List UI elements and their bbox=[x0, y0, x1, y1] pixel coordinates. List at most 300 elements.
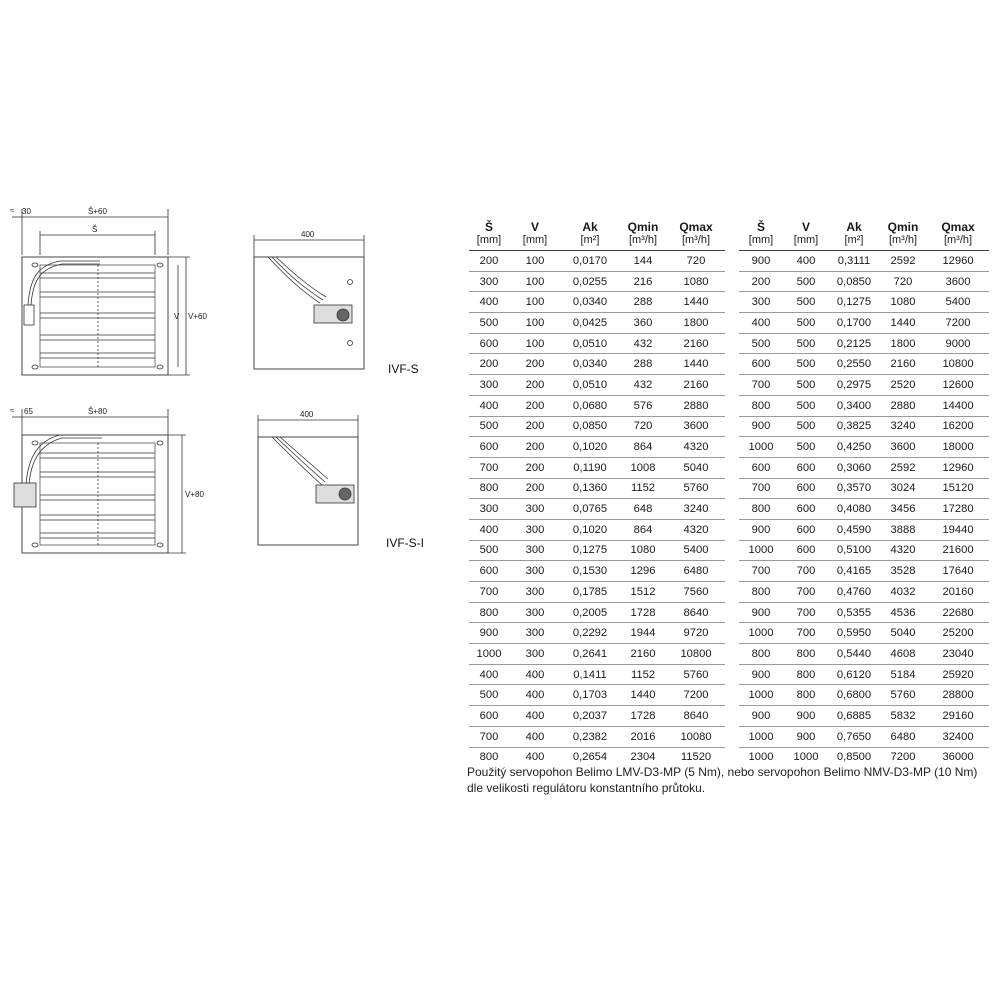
table-cell: 5184 bbox=[879, 664, 927, 685]
table-row bbox=[739, 271, 989, 292]
table-cell: 900 bbox=[783, 726, 829, 747]
table-row bbox=[739, 706, 989, 727]
header-v: V bbox=[530, 220, 539, 234]
table-row bbox=[739, 292, 989, 313]
dim-400-bottom: 400 bbox=[300, 410, 314, 419]
table-cell: 900 bbox=[469, 623, 509, 644]
table-cell: 4536 bbox=[879, 602, 927, 623]
unit-row bbox=[739, 234, 989, 251]
table-cell: 3600 bbox=[927, 271, 989, 292]
table-cell: 10800 bbox=[667, 644, 725, 665]
table-cell: 288 bbox=[619, 354, 667, 375]
table-cell: 14400 bbox=[927, 395, 989, 416]
table-cell: 0,1020 bbox=[561, 519, 619, 540]
table-cell: 2016 bbox=[619, 726, 667, 747]
table-cell: 5760 bbox=[879, 685, 927, 706]
unit-v: [mm] bbox=[522, 234, 548, 246]
table-cell: 2160 bbox=[879, 354, 927, 375]
table-cell: 7200 bbox=[879, 747, 927, 767]
table-cell: 0,5100 bbox=[829, 540, 879, 561]
table-cell: 0,7650 bbox=[829, 726, 879, 747]
table-cell: 0,0255 bbox=[561, 271, 619, 292]
table-cell: 0,1703 bbox=[561, 685, 619, 706]
table-cell: 800 bbox=[783, 664, 829, 685]
table-cell: 2880 bbox=[667, 395, 725, 416]
table-cell: 600 bbox=[783, 478, 829, 499]
table-row bbox=[469, 540, 725, 561]
table-row bbox=[739, 478, 989, 499]
table-cell: 288 bbox=[619, 292, 667, 313]
table-cell: 200 bbox=[509, 416, 561, 437]
table-cell: 720 bbox=[879, 271, 927, 292]
table-cell: 400 bbox=[509, 664, 561, 685]
table-cell: 5760 bbox=[667, 664, 725, 685]
table-cell: 600 bbox=[783, 540, 829, 561]
table-cell: 6480 bbox=[667, 561, 725, 582]
table-cell: 500 bbox=[783, 416, 829, 437]
table-cell: 0,0765 bbox=[561, 499, 619, 520]
table-cell: 648 bbox=[619, 499, 667, 520]
table-cell: 200 bbox=[509, 437, 561, 458]
table-cell: 900 bbox=[783, 706, 829, 727]
label-ivf-s: IVF-S bbox=[388, 362, 419, 376]
table-cell: 5400 bbox=[927, 292, 989, 313]
table-cell: 3240 bbox=[667, 499, 725, 520]
table-cell: 1296 bbox=[619, 561, 667, 582]
header-s: Š bbox=[756, 220, 765, 234]
header-s: Š bbox=[484, 220, 493, 234]
unit-qmin: [m³/h] bbox=[628, 234, 658, 246]
actuator-note bbox=[467, 764, 997, 796]
table-cell: 200 bbox=[509, 457, 561, 478]
table-row bbox=[469, 271, 725, 292]
table-cell: 0,3060 bbox=[829, 457, 879, 478]
table-cell: 864 bbox=[619, 437, 667, 458]
table-cell: 1080 bbox=[619, 540, 667, 561]
table-row bbox=[739, 685, 989, 706]
table-cell: 0,2292 bbox=[561, 623, 619, 644]
table-cell: 1728 bbox=[619, 706, 667, 727]
table-row bbox=[739, 519, 989, 540]
table-body-right bbox=[739, 251, 989, 768]
table-cell: 1512 bbox=[619, 582, 667, 603]
table-cell: 600 bbox=[469, 561, 509, 582]
unit-qmax: [m³/h] bbox=[681, 234, 711, 246]
table-cell: 700 bbox=[739, 478, 783, 499]
table-cell: 8640 bbox=[667, 602, 725, 623]
table-cell: 500 bbox=[783, 375, 829, 396]
table-cell: 1944 bbox=[619, 623, 667, 644]
table-cell: 0,2550 bbox=[829, 354, 879, 375]
table-cell: 100 bbox=[509, 333, 561, 354]
table-cell: 500 bbox=[783, 437, 829, 458]
table-cell: 300 bbox=[469, 271, 509, 292]
table-cell: 10080 bbox=[667, 726, 725, 747]
dim-v: V bbox=[174, 312, 180, 321]
ivf-s-front-view bbox=[12, 209, 190, 375]
unit-row bbox=[469, 234, 725, 251]
table-cell: 3600 bbox=[879, 437, 927, 458]
table-cell: 25200 bbox=[927, 623, 989, 644]
table-cell: 864 bbox=[619, 519, 667, 540]
table-row bbox=[739, 457, 989, 478]
table-cell: 25920 bbox=[927, 664, 989, 685]
table-cell: 100 bbox=[509, 251, 561, 272]
table-cell: 300 bbox=[739, 292, 783, 313]
table-cell: 0,0340 bbox=[561, 354, 619, 375]
table-cell: 0,1190 bbox=[561, 457, 619, 478]
table-row bbox=[739, 664, 989, 685]
table-cell: 1440 bbox=[667, 354, 725, 375]
table-cell: 16200 bbox=[927, 416, 989, 437]
table-cell: 0,4250 bbox=[829, 437, 879, 458]
table-cell: 21600 bbox=[927, 540, 989, 561]
table-cell: 0,2037 bbox=[561, 706, 619, 727]
table-cell: 300 bbox=[509, 540, 561, 561]
table-cell: 1728 bbox=[619, 602, 667, 623]
table-cell: 400 bbox=[509, 726, 561, 747]
table-row bbox=[739, 395, 989, 416]
dim-400-top: 400 bbox=[301, 230, 315, 239]
table-row bbox=[469, 478, 725, 499]
table-cell: 4320 bbox=[667, 437, 725, 458]
table-cell: 360 bbox=[619, 313, 667, 334]
table-cell: 700 bbox=[469, 457, 509, 478]
table-cell: 0,2005 bbox=[561, 602, 619, 623]
table-row bbox=[739, 375, 989, 396]
table-cell: 20160 bbox=[927, 582, 989, 603]
table-row bbox=[469, 437, 725, 458]
header-qmax: Qmax bbox=[941, 220, 975, 234]
table-row bbox=[469, 602, 725, 623]
table-cell: 0,6885 bbox=[829, 706, 879, 727]
header-row bbox=[469, 214, 725, 234]
table-row bbox=[739, 623, 989, 644]
table-cell: 500 bbox=[783, 354, 829, 375]
table-cell: 22680 bbox=[927, 602, 989, 623]
table-cell: 9720 bbox=[667, 623, 725, 644]
header-row bbox=[739, 214, 989, 234]
table-cell: 400 bbox=[469, 395, 509, 416]
table-cell: 0,4590 bbox=[829, 519, 879, 540]
table-cell: 2880 bbox=[879, 395, 927, 416]
table-cell: 900 bbox=[739, 664, 783, 685]
table-cell: 0,1275 bbox=[829, 292, 879, 313]
table-cell: 32400 bbox=[927, 726, 989, 747]
table-cell: 0,3825 bbox=[829, 416, 879, 437]
table-cell: 700 bbox=[739, 561, 783, 582]
table-cell: 300 bbox=[509, 623, 561, 644]
table-cell: 900 bbox=[739, 519, 783, 540]
table-cell: 700 bbox=[783, 602, 829, 623]
table-cell: 800 bbox=[739, 644, 783, 665]
table-cell: 500 bbox=[469, 313, 509, 334]
table-cell: 600 bbox=[783, 499, 829, 520]
table-cell: 4320 bbox=[879, 540, 927, 561]
table-cell: 200 bbox=[739, 271, 783, 292]
table-cell: 800 bbox=[739, 499, 783, 520]
table-cell: 200 bbox=[509, 395, 561, 416]
table-cell: 900 bbox=[739, 416, 783, 437]
table-cell: 2160 bbox=[619, 644, 667, 665]
table-cell: 900 bbox=[739, 602, 783, 623]
note-line-1: Použitý servopohon Belimo LMV-D3-MP (5 Nm), nebo servopohon Belimo NMV-D3-MP (10 Nm) bbox=[467, 765, 978, 779]
table-cell: 0,0510 bbox=[561, 333, 619, 354]
table-cell: 800 bbox=[783, 685, 829, 706]
table-cell: 600 bbox=[739, 457, 783, 478]
table-cell: 0,6120 bbox=[829, 664, 879, 685]
table-cell: 700 bbox=[469, 726, 509, 747]
unit-s: [mm] bbox=[748, 234, 774, 246]
table-row bbox=[469, 375, 725, 396]
table-cell: 1000 bbox=[739, 437, 783, 458]
table-cell: 1152 bbox=[619, 664, 667, 685]
dim-v80: V+80 bbox=[185, 490, 204, 499]
dim-s60: Š+60 bbox=[88, 207, 107, 216]
table-cell: 3240 bbox=[879, 416, 927, 437]
table-row bbox=[469, 664, 725, 685]
table-cell: 500 bbox=[783, 271, 829, 292]
table-cell: 18000 bbox=[927, 437, 989, 458]
table-cell: 700 bbox=[783, 582, 829, 603]
table-cell: 0,1020 bbox=[561, 437, 619, 458]
table-cell: 576 bbox=[619, 395, 667, 416]
table-cell: 400 bbox=[509, 747, 561, 767]
table-cell: 3888 bbox=[879, 519, 927, 540]
table-cell: 4608 bbox=[879, 644, 927, 665]
dim-s80: Š+80 bbox=[88, 407, 107, 416]
note-line-2: dle velikosti regulátoru konstantního průtoku. bbox=[467, 781, 706, 795]
table-cell: 300 bbox=[509, 561, 561, 582]
table-cell: 100 bbox=[509, 271, 561, 292]
table-row bbox=[469, 251, 725, 272]
table-cell: 900 bbox=[739, 251, 783, 272]
table-cell: 0,5440 bbox=[829, 644, 879, 665]
table-cell: 800 bbox=[739, 395, 783, 416]
table-cell: 11520 bbox=[667, 747, 725, 767]
table-body-left bbox=[469, 251, 725, 768]
table-cell: 7200 bbox=[927, 313, 989, 334]
table-row bbox=[469, 457, 725, 478]
table-cell: 500 bbox=[739, 333, 783, 354]
table-cell: 300 bbox=[509, 499, 561, 520]
table-cell: 700 bbox=[469, 582, 509, 603]
unit-s: [mm] bbox=[476, 234, 502, 246]
table-row bbox=[469, 313, 725, 334]
unit-v: [mm] bbox=[793, 234, 819, 246]
table-cell: 5760 bbox=[667, 478, 725, 499]
table-row bbox=[739, 602, 989, 623]
table-row bbox=[469, 582, 725, 603]
table-cell: 12960 bbox=[927, 457, 989, 478]
table-cell: 700 bbox=[783, 561, 829, 582]
table-cell: 800 bbox=[739, 582, 783, 603]
table-cell: 10800 bbox=[927, 354, 989, 375]
table-row bbox=[469, 333, 725, 354]
table-row bbox=[469, 623, 725, 644]
table-cell: 0,0170 bbox=[561, 251, 619, 272]
table-row bbox=[469, 561, 725, 582]
table-cell: 0,4080 bbox=[829, 499, 879, 520]
unit-ak: [m²] bbox=[844, 234, 864, 246]
header-qmax: Qmax bbox=[679, 220, 713, 234]
table-row bbox=[469, 519, 725, 540]
table-cell: 0,0850 bbox=[561, 416, 619, 437]
table-cell: 400 bbox=[469, 292, 509, 313]
table-cell: 0,4165 bbox=[829, 561, 879, 582]
table-row bbox=[739, 644, 989, 665]
header-ak: Ak bbox=[846, 220, 862, 234]
table-cell: 1440 bbox=[667, 292, 725, 313]
table-cell: 600 bbox=[739, 354, 783, 375]
table-cell: 0,1530 bbox=[561, 561, 619, 582]
table-cell: 400 bbox=[783, 251, 829, 272]
ivf-s-i-side-view bbox=[258, 415, 358, 545]
table-row bbox=[469, 499, 725, 520]
table-cell: 0,0425 bbox=[561, 313, 619, 334]
table-cell: 300 bbox=[509, 582, 561, 603]
table-cell: 0,8500 bbox=[829, 747, 879, 767]
table-row bbox=[739, 416, 989, 437]
ivf-s-side-view bbox=[254, 235, 364, 369]
table-cell: 216 bbox=[619, 271, 667, 292]
technical-drawings bbox=[0, 195, 460, 565]
table-cell: 432 bbox=[619, 375, 667, 396]
table-row bbox=[739, 726, 989, 747]
table-cell: 0,6800 bbox=[829, 685, 879, 706]
table-cell: 700 bbox=[739, 375, 783, 396]
table-row bbox=[739, 313, 989, 334]
table-cell: 1800 bbox=[879, 333, 927, 354]
table-cell: 720 bbox=[667, 251, 725, 272]
table-cell: 0,0340 bbox=[561, 292, 619, 313]
dim-s: Š bbox=[92, 225, 98, 234]
table-cell: 17280 bbox=[927, 499, 989, 520]
table-cell: 29160 bbox=[927, 706, 989, 727]
label-ivf-s-i: IVF-S-I bbox=[386, 536, 424, 550]
table-row bbox=[469, 706, 725, 727]
table-cell: 12960 bbox=[927, 251, 989, 272]
spec-table-left bbox=[469, 214, 725, 767]
table-cell: 5040 bbox=[879, 623, 927, 644]
table-cell: 19440 bbox=[927, 519, 989, 540]
table-cell: 300 bbox=[469, 499, 509, 520]
header-v: V bbox=[801, 220, 810, 234]
table-cell: 300 bbox=[509, 519, 561, 540]
table-cell: 0,3400 bbox=[829, 395, 879, 416]
table-cell: 0,2641 bbox=[561, 644, 619, 665]
table-cell: 800 bbox=[783, 644, 829, 665]
table-row bbox=[469, 416, 725, 437]
table-cell: 600 bbox=[469, 333, 509, 354]
table-cell: 1000 bbox=[739, 685, 783, 706]
table-cell: 1000 bbox=[739, 747, 783, 767]
table-cell: 400 bbox=[469, 519, 509, 540]
table-cell: 1800 bbox=[667, 313, 725, 334]
table-cell: 3600 bbox=[667, 416, 725, 437]
dim-approx-bottom: ≈ bbox=[10, 406, 15, 415]
table-cell: 300 bbox=[509, 602, 561, 623]
ivf-s-i-front-view bbox=[12, 409, 186, 553]
table-cell: 36000 bbox=[927, 747, 989, 767]
table-cell: 2160 bbox=[667, 375, 725, 396]
table-cell: 3024 bbox=[879, 478, 927, 499]
table-cell: 6480 bbox=[879, 726, 927, 747]
table-cell: 3528 bbox=[879, 561, 927, 582]
table-cell: 0,2654 bbox=[561, 747, 619, 767]
table-cell: 4032 bbox=[879, 582, 927, 603]
table-cell: 0,2125 bbox=[829, 333, 879, 354]
table-cell: 100 bbox=[509, 292, 561, 313]
dim-approx-top: ≈ bbox=[10, 206, 15, 215]
table-cell: 200 bbox=[509, 375, 561, 396]
table-cell: 100 bbox=[509, 313, 561, 334]
table-row bbox=[739, 251, 989, 272]
header-qmin: Qmin bbox=[627, 220, 659, 234]
table-row bbox=[739, 354, 989, 375]
table-cell: 700 bbox=[783, 623, 829, 644]
table-row bbox=[469, 292, 725, 313]
table-cell: 7200 bbox=[667, 685, 725, 706]
table-cell: 200 bbox=[509, 354, 561, 375]
spec-table-right bbox=[739, 214, 989, 767]
table-cell: 17640 bbox=[927, 561, 989, 582]
dim-v60: V+60 bbox=[188, 312, 207, 321]
table-cell: 400 bbox=[469, 664, 509, 685]
table-row bbox=[469, 395, 725, 416]
table-cell: 600 bbox=[783, 519, 829, 540]
table-cell: 500 bbox=[783, 333, 829, 354]
unit-ak: [m²] bbox=[580, 234, 600, 246]
table-cell: 500 bbox=[469, 685, 509, 706]
table-row bbox=[739, 333, 989, 354]
table-cell: 0,5355 bbox=[829, 602, 879, 623]
table-cell: 3456 bbox=[879, 499, 927, 520]
table-row bbox=[469, 644, 725, 665]
table-cell: 500 bbox=[469, 416, 509, 437]
table-cell: 2592 bbox=[879, 251, 927, 272]
table-row bbox=[739, 437, 989, 458]
table-cell: 0,1275 bbox=[561, 540, 619, 561]
table-cell: 1080 bbox=[879, 292, 927, 313]
table-cell: 400 bbox=[509, 685, 561, 706]
table-cell: 200 bbox=[509, 478, 561, 499]
table-cell: 800 bbox=[469, 478, 509, 499]
table-cell: 0,3570 bbox=[829, 478, 879, 499]
table-cell: 0,1785 bbox=[561, 582, 619, 603]
table-cell: 5400 bbox=[667, 540, 725, 561]
table-cell: 600 bbox=[469, 706, 509, 727]
table-cell: 500 bbox=[783, 395, 829, 416]
table-cell: 500 bbox=[469, 540, 509, 561]
table-cell: 0,1360 bbox=[561, 478, 619, 499]
table-row bbox=[469, 685, 725, 706]
table-cell: 5832 bbox=[879, 706, 927, 727]
table-cell: 400 bbox=[739, 313, 783, 334]
unit-qmax: [m³/h] bbox=[943, 234, 973, 246]
table-cell: 7560 bbox=[667, 582, 725, 603]
table-cell: 0,2975 bbox=[829, 375, 879, 396]
table-row bbox=[739, 540, 989, 561]
dim-65: 65 bbox=[24, 407, 33, 416]
dim-30: 30 bbox=[22, 207, 31, 216]
table-cell: 0,3111 bbox=[829, 251, 879, 272]
table-cell: 600 bbox=[783, 457, 829, 478]
table-cell: 1000 bbox=[739, 540, 783, 561]
table-cell: 8640 bbox=[667, 706, 725, 727]
table-row bbox=[469, 726, 725, 747]
table-cell: 720 bbox=[619, 416, 667, 437]
